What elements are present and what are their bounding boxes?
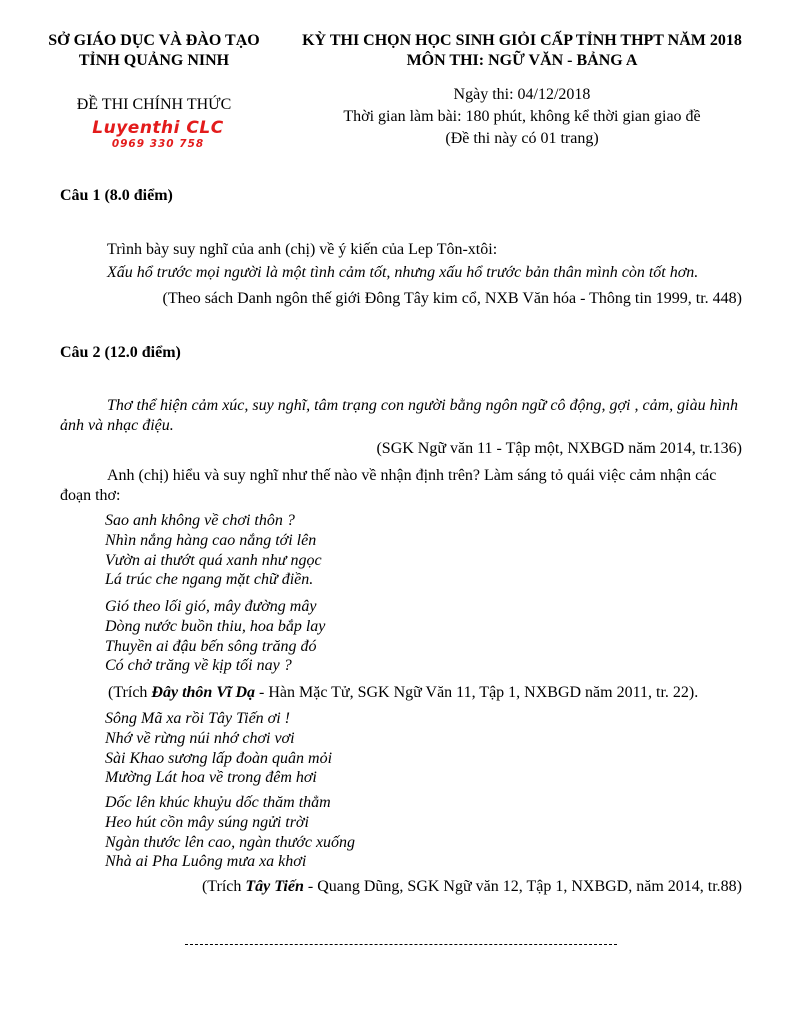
question-1-prompt: Trình bày suy nghĩ của anh (chị) về ý kiến của Lep Tôn-xtôi: [107,241,498,258]
watermark-logo [78,118,238,150]
poem-line: Có chở trăng về kịp tối nay ? [105,657,292,675]
exam-title: KỲ THI CHỌN HỌC SINH GIỎI CẤP TỈNH THPT NĂM 2018 [302,32,742,49]
citation-prefix: (Trích [201,878,246,895]
department-line-1: SỞ GIÁO DỤC VÀ ĐÀO TẠO [48,32,260,49]
poem-line: Lá trúc che ngang mặt chữ điền. [105,571,314,589]
question-1-source: (Theo sách Danh ngôn thế giới Đông Tây kim cổ, NXB Văn hóa - Thông tin 1999, tr. 448) [162,290,742,307]
official-label: ĐỀ THI CHÍNH THỨC [76,96,232,113]
exam-page-count: (Đề thi này có 01 trang) [445,130,599,147]
citation-prefix: (Trích [108,684,152,701]
poem-line: Heo hút cồn mây súng ngửi trời [105,813,309,831]
poem-line: Thuyền ai đậu bến sông trăng đó [105,637,317,655]
watermark-phone: 0969 330 758 [111,138,205,150]
citation-suffix: - Quang Dũng, SGK Ngữ văn 12, Tập 1, NXBGD, năm 2014, tr.88) [303,878,742,895]
poem-line: Vườn ai thướt quá xanh như ngọc [105,551,322,569]
end-divider [185,944,617,945]
poem-line: Ngàn thước lên cao, ngàn thước xuống [105,833,356,851]
exam-subject: MÔN THI: NGỮ VĂN - BẢNG A [406,52,638,69]
department-name [28,31,280,71]
exam-duration: Thời gian làm bài: 180 phút, không kể thời gian giao đề [343,108,701,125]
poem-line: Dốc lên khúc khuỷu dốc thăm thẳm [105,794,331,811]
department-line-2: TỈNH QUẢNG NINH [78,52,230,69]
watermark-name: Luyenthi CLC [92,118,224,138]
citation-work: Tây Tiến [245,878,304,895]
poem-2-stanza-2 [105,793,355,872]
poem-1-citation [108,684,698,702]
poem-line: Sao anh không về chơi thôn ? [105,512,295,529]
poem-1-stanza-1 [105,511,322,590]
question-2-quote: Thơ thể hiện cảm xúc, suy nghĩ, tâm trạng con người bằng ngôn ngữ cô động, gợi , cảm, giàu hình ảnh và nhạc điệu. [60,397,739,434]
citation-suffix: - Hàn Mặc Tử, SGK Ngữ Văn 11, Tập 1, NXBGD năm 2011, tr. 22). [255,684,699,701]
exam-title-block [282,31,762,71]
poem-2-citation [202,878,742,896]
poem-1-stanza-2 [105,597,325,676]
exam-date: Ngày thi: 04/12/2018 [453,86,591,103]
question-1-title: Câu 1 (8.0 điểm) [60,187,173,204]
poem-line: Mường Lát hoa về trong đêm hơi [105,769,317,787]
question-2-quote-source: (SGK Ngữ văn 11 - Tập một, NXBGD năm 2014, tr.136) [376,440,742,457]
question-2-prompt: Anh (chị) hiểu và suy nghĩ như thế nào về nhận định trên? Làm sáng tỏ quái việc cảm nhận các đoạn thơ: [60,467,717,504]
poem-line: Gió theo lối gió, mây đường mây [105,598,317,615]
poem-line: Nhìn nắng hàng cao nắng tới lên [105,531,317,549]
poem-line: Sông Mã xa rồi Tây Tiến ơi ! [105,710,290,727]
poem-line: Nhà ai Pha Luông mưa xa khơi [105,853,307,871]
poem-line: Dòng nước buồn thiu, hoa bắp lay [105,617,326,635]
poem-2-stanza-1 [105,709,332,788]
exam-info-block [282,84,762,150]
question-2-title: Câu 2 (12.0 điểm) [60,344,181,361]
citation-work: Đây thôn Vĩ Dạ [151,684,255,701]
poem-line: Nhớ về rừng núi nhớ chơi vơi [105,729,295,747]
question-1-quote: Xấu hổ trước mọi người là một tình cảm tốt, nhưng xấu hổ trước bản thân mình còn tốt hơn. [107,264,699,281]
poem-line: Sài Khao sương lấp đoàn quân mỏi [105,749,333,767]
